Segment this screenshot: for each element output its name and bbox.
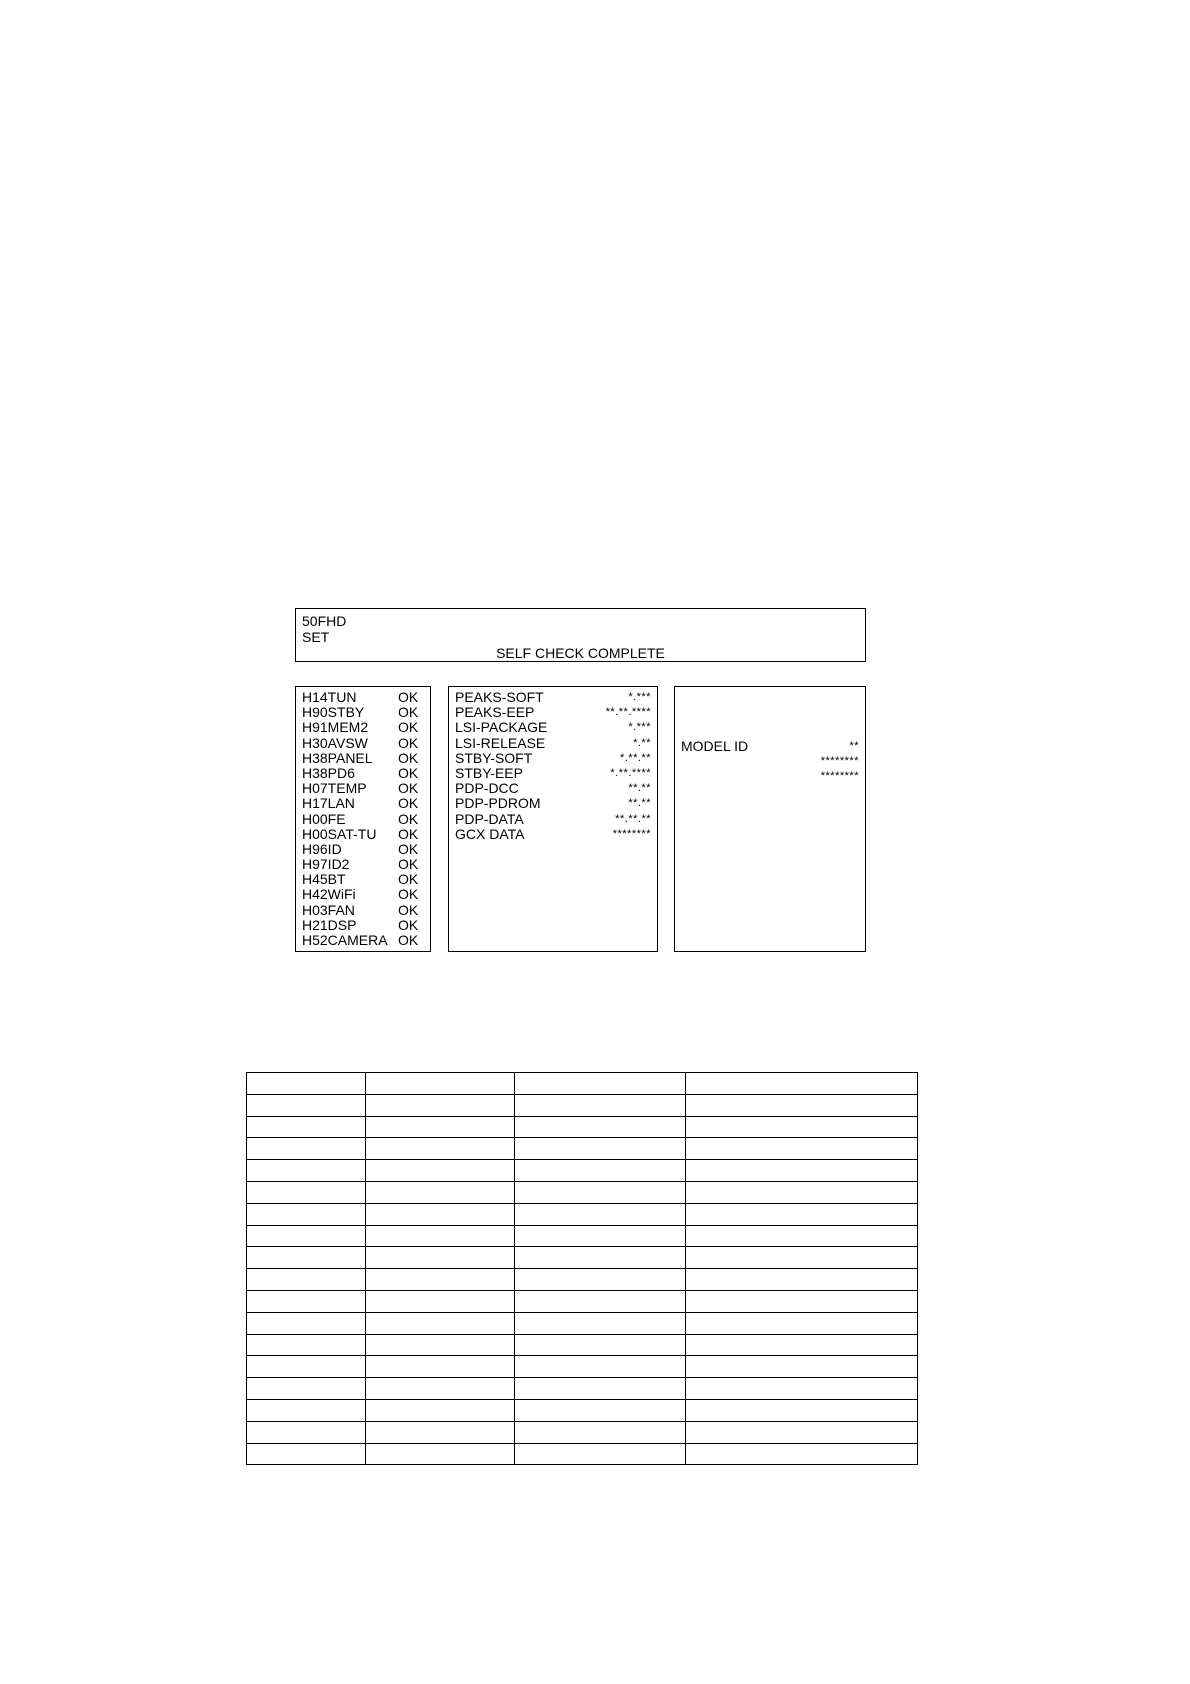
table-cell xyxy=(247,1421,366,1443)
software-item-value: *.** xyxy=(633,736,651,749)
check-item-label: H38PD6 xyxy=(302,764,355,781)
check-item-value: OK xyxy=(398,856,419,873)
software-info-list xyxy=(455,690,651,842)
check-item-row xyxy=(302,903,424,918)
table-cell xyxy=(365,1399,514,1421)
software-item-value: *.**.**** xyxy=(610,766,651,779)
table-row xyxy=(247,1225,918,1247)
table-cell xyxy=(365,1203,514,1225)
software-item-label: PEAKS-SOFT xyxy=(455,689,544,705)
check-item-label: H17LAN xyxy=(302,795,355,812)
table-row xyxy=(247,1203,918,1225)
check-item-row xyxy=(302,918,424,933)
check-list xyxy=(302,690,424,948)
check-item-row xyxy=(302,705,424,720)
table-cell xyxy=(247,1116,366,1138)
table-cell xyxy=(514,1181,686,1203)
check-item-label: H97ID2 xyxy=(302,856,350,873)
table-cell xyxy=(514,1443,686,1465)
table-cell xyxy=(365,1269,514,1291)
check-item-value: OK xyxy=(398,749,419,766)
table-cell xyxy=(514,1138,686,1160)
check-item-value: OK xyxy=(398,719,419,736)
table-row xyxy=(247,1399,918,1421)
check-item-label: H38PANEL xyxy=(302,749,373,766)
table-cell xyxy=(365,1356,514,1378)
table-cell xyxy=(514,1421,686,1443)
software-item-value: *.**.** xyxy=(619,751,651,764)
table-cell xyxy=(686,1094,918,1116)
table-cell xyxy=(247,1334,366,1356)
table-cell xyxy=(247,1225,366,1247)
model-item-row xyxy=(681,754,859,769)
table-cell xyxy=(686,1181,918,1203)
software-item-row xyxy=(455,690,651,705)
table-cell xyxy=(247,1160,366,1182)
table-row xyxy=(247,1421,918,1443)
software-item-label: GCX DATA xyxy=(455,825,525,842)
check-item-label: H21DSP xyxy=(302,916,357,933)
check-item-value: OK xyxy=(398,916,419,933)
check-item-label: H96ID xyxy=(302,840,342,857)
table-cell xyxy=(365,1247,514,1269)
software-item-row xyxy=(455,766,651,781)
table-cell xyxy=(686,1356,918,1378)
software-item-label: LSI-PACKAGE xyxy=(455,719,548,736)
table-cell xyxy=(686,1290,918,1312)
check-item-value: OK xyxy=(398,734,419,751)
check-item-value: OK xyxy=(398,886,419,903)
table-cell xyxy=(514,1290,686,1312)
table-cell xyxy=(365,1138,514,1160)
table-cell xyxy=(514,1247,686,1269)
table-cell xyxy=(247,1443,366,1465)
table-cell xyxy=(365,1290,514,1312)
self-check-status: SELF CHECK COMPLETE xyxy=(496,645,665,661)
check-item-row xyxy=(302,827,424,842)
check-item-row xyxy=(302,796,424,811)
software-item-label: PEAKS-EEP xyxy=(455,704,535,721)
table-cell xyxy=(247,1312,366,1334)
table-cell xyxy=(365,1181,514,1203)
table-cell xyxy=(686,1334,918,1356)
software-item-row xyxy=(455,736,651,751)
check-item-row xyxy=(302,887,424,902)
table-cell xyxy=(247,1203,366,1225)
table-cell xyxy=(686,1421,918,1443)
model-item-row xyxy=(681,739,859,754)
self-check-header xyxy=(295,608,866,662)
check-item-row xyxy=(302,842,424,857)
table-cell xyxy=(247,1138,366,1160)
table-cell xyxy=(686,1138,918,1160)
check-item-label: H30AVSW xyxy=(302,734,368,751)
software-item-row xyxy=(455,827,651,842)
check-item-value: OK xyxy=(398,780,419,797)
table-cell xyxy=(686,1203,918,1225)
table-cell xyxy=(247,1181,366,1203)
software-item-label: LSI-RELEASE xyxy=(455,734,546,751)
table-cell xyxy=(247,1356,366,1378)
table-row xyxy=(247,1138,918,1160)
table-cell xyxy=(514,1356,686,1378)
table-cell xyxy=(686,1073,918,1095)
software-item-label: STBY-EEP xyxy=(455,764,523,781)
table-cell xyxy=(365,1378,514,1400)
software-item-value: *.*** xyxy=(628,691,651,703)
check-item-value: OK xyxy=(398,795,419,812)
table-row xyxy=(247,1247,918,1269)
software-info-panel xyxy=(448,686,658,952)
table-cell xyxy=(247,1399,366,1421)
software-item-value: **.**.** xyxy=(615,812,651,825)
software-item-value: **.** xyxy=(628,797,651,810)
table-row xyxy=(247,1181,918,1203)
table-cell xyxy=(686,1116,918,1138)
software-item-label: STBY-SOFT xyxy=(455,749,533,766)
table-cell xyxy=(514,1334,686,1356)
check-item-row xyxy=(302,857,424,872)
check-item-row xyxy=(302,812,424,827)
check-item-label: H03FAN xyxy=(302,901,355,918)
table-cell xyxy=(686,1378,918,1400)
table-row xyxy=(247,1443,918,1465)
software-item-row xyxy=(455,720,651,735)
check-item-label: H07TEMP xyxy=(302,780,367,797)
software-item-row xyxy=(455,705,651,720)
table-cell xyxy=(686,1160,918,1182)
table-cell xyxy=(686,1399,918,1421)
table-row xyxy=(247,1356,918,1378)
table-cell xyxy=(514,1269,686,1291)
model-item-value: ** xyxy=(849,740,859,752)
software-item-row xyxy=(455,781,651,796)
software-item-label: PDP-PDROM xyxy=(455,795,541,812)
software-item-row xyxy=(455,751,651,766)
model-name: 50FHD xyxy=(302,613,347,629)
table-cell xyxy=(514,1160,686,1182)
table-cell xyxy=(247,1378,366,1400)
check-item-label: H91MEM2 xyxy=(302,719,369,736)
check-list-panel xyxy=(295,686,431,952)
check-item-label: H90STBY xyxy=(302,704,365,721)
table-cell xyxy=(365,1312,514,1334)
table-row xyxy=(247,1160,918,1182)
table-row xyxy=(247,1334,918,1356)
check-item-row xyxy=(302,872,424,887)
check-item-value: OK xyxy=(398,871,419,888)
software-item-value: **.**.**** xyxy=(605,706,651,719)
table-row xyxy=(247,1116,918,1138)
model-item-value: ******** xyxy=(820,755,859,767)
set-label: SET xyxy=(302,629,330,645)
software-item-value: **.** xyxy=(628,782,651,795)
check-item-row xyxy=(302,690,424,705)
model-item-value: ******** xyxy=(820,770,859,782)
table-row xyxy=(247,1094,918,1116)
software-item-label: PDP-DCC xyxy=(455,780,519,797)
software-item-row xyxy=(455,812,651,827)
table-cell xyxy=(365,1073,514,1095)
table-cell xyxy=(514,1225,686,1247)
table-cell xyxy=(514,1399,686,1421)
check-item-row xyxy=(302,766,424,781)
check-item-value: OK xyxy=(398,840,419,857)
check-item-row xyxy=(302,720,424,735)
table-cell xyxy=(365,1116,514,1138)
table-cell xyxy=(514,1094,686,1116)
table-cell xyxy=(686,1225,918,1247)
model-info-panel xyxy=(674,686,866,952)
table-cell xyxy=(686,1443,918,1465)
software-item-label: PDP-DATA xyxy=(455,810,524,827)
check-item-value: OK xyxy=(398,825,419,842)
table-cell xyxy=(365,1421,514,1443)
table-row xyxy=(247,1290,918,1312)
software-item-value: ******** xyxy=(612,827,651,840)
model-item-row xyxy=(681,769,859,784)
check-item-label: H00SAT-TU xyxy=(302,825,377,842)
table-cell xyxy=(365,1160,514,1182)
check-item-label: H45BT xyxy=(302,871,346,888)
check-item-row xyxy=(302,781,424,796)
check-item-value: OK xyxy=(398,764,419,781)
table-cell xyxy=(365,1443,514,1465)
table-cell xyxy=(686,1312,918,1334)
check-item-row xyxy=(302,751,424,766)
table-row xyxy=(247,1073,918,1095)
table-cell xyxy=(365,1334,514,1356)
check-item-value: OK xyxy=(398,689,419,705)
check-item-row xyxy=(302,736,424,751)
table-row xyxy=(247,1312,918,1334)
model-item-label: MODEL ID xyxy=(681,738,749,754)
software-item-row xyxy=(455,796,651,811)
empty-table xyxy=(246,1072,918,1465)
check-item-label: H14TUN xyxy=(302,689,357,705)
check-item-value: OK xyxy=(398,810,419,827)
table-cell xyxy=(514,1116,686,1138)
check-item-label: H52CAMERA xyxy=(302,932,388,948)
table-cell xyxy=(247,1269,366,1291)
table-cell xyxy=(365,1094,514,1116)
table-cell xyxy=(247,1290,366,1312)
table-cell xyxy=(514,1203,686,1225)
check-item-value: OK xyxy=(398,932,419,948)
software-item-value: *.*** xyxy=(628,721,651,734)
table-cell xyxy=(514,1378,686,1400)
table-row xyxy=(247,1269,918,1291)
check-item-label: H00FE xyxy=(302,810,346,827)
table-cell xyxy=(686,1269,918,1291)
table-cell xyxy=(247,1247,366,1269)
check-item-value: OK xyxy=(398,704,419,721)
check-item-label: H42WiFi xyxy=(302,886,356,903)
table-cell xyxy=(514,1073,686,1095)
check-item-value: OK xyxy=(398,901,419,918)
table-cell xyxy=(247,1073,366,1095)
table-cell xyxy=(247,1094,366,1116)
model-info-list xyxy=(681,739,859,784)
table-row xyxy=(247,1378,918,1400)
table-cell xyxy=(686,1247,918,1269)
table-cell xyxy=(365,1225,514,1247)
table-cell xyxy=(514,1312,686,1334)
check-item-row xyxy=(302,933,424,948)
